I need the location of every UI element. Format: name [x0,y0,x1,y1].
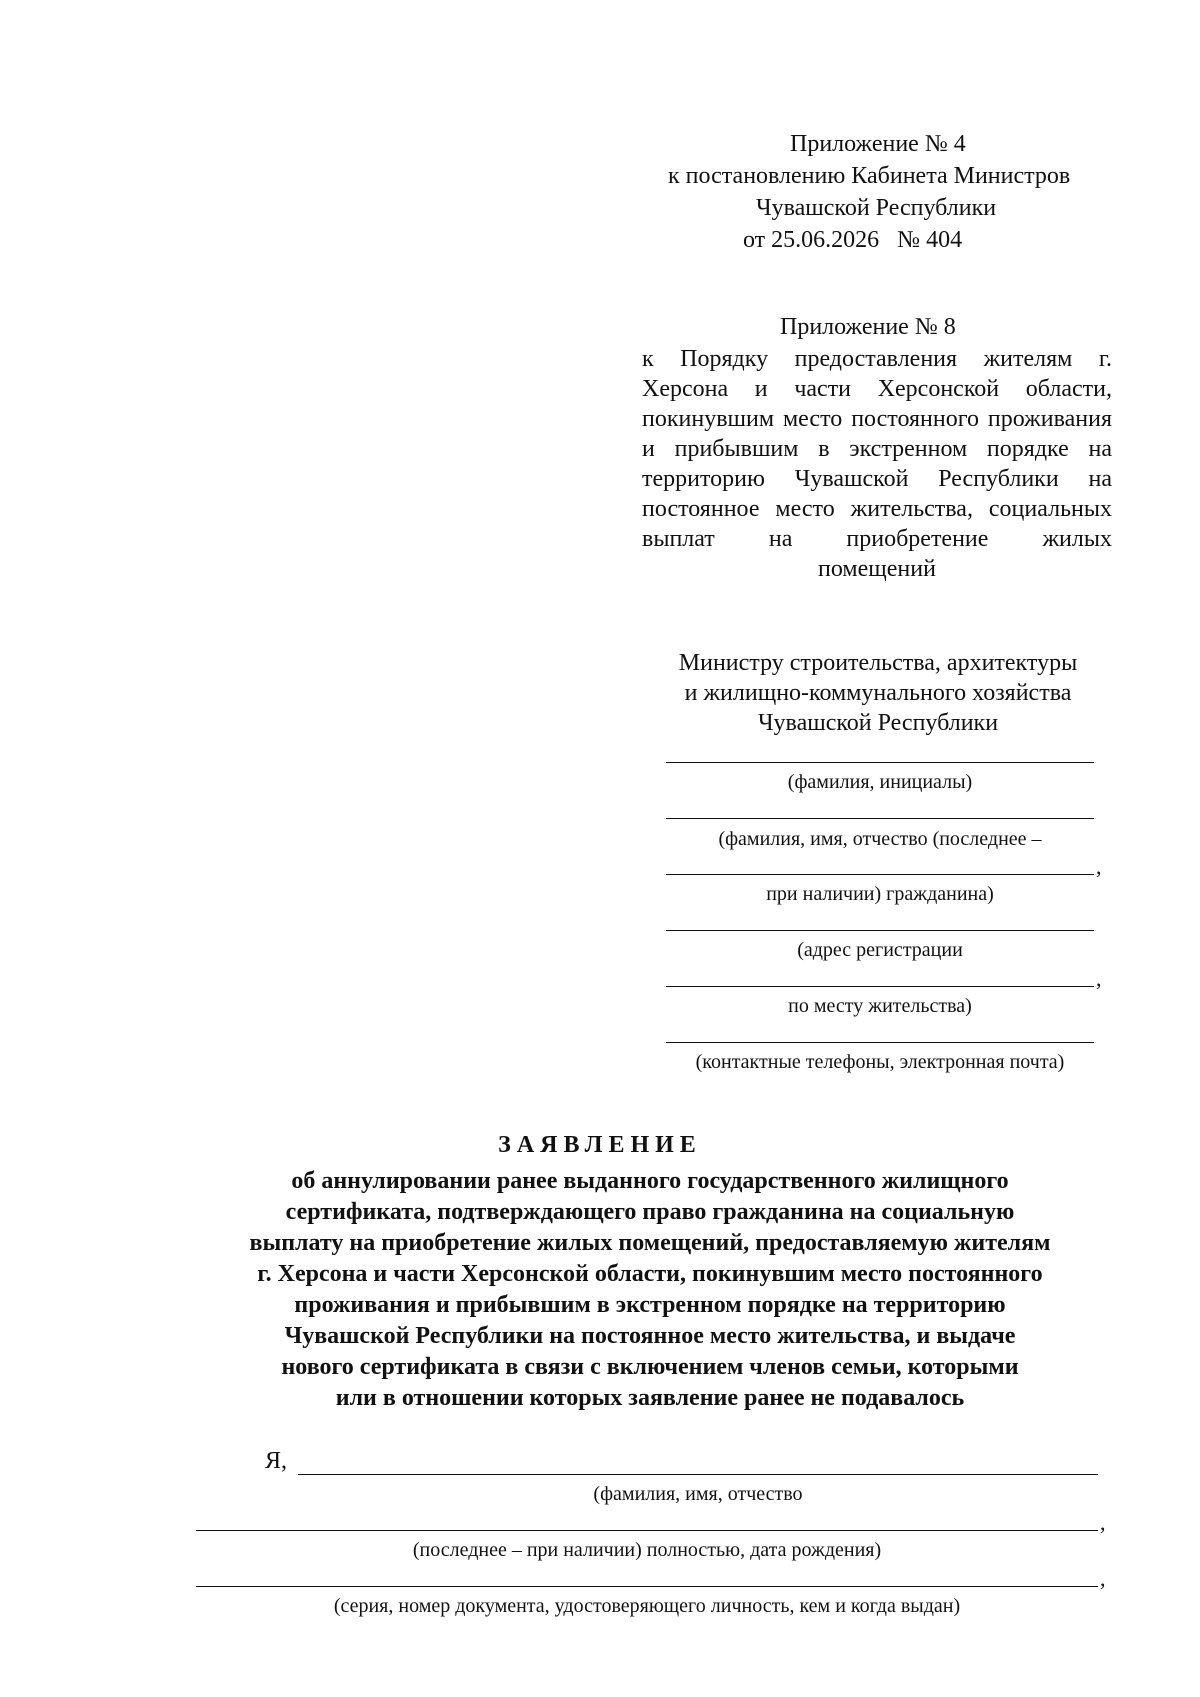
statement-heading: ЗАЯВЛЕНИЕ [498,1132,702,1158]
applicant-document-caption: (серия, номер документа, удостоверяющего личность, кем и когда выдан) [333,1595,961,1617]
subject-line: г. Херсона и части Херсонской области, покинувшим место постоянного [257,1261,1043,1287]
comma-mark: , [1100,1510,1106,1535]
applicant-document-input-line[interactable] [196,1586,1098,1587]
comma-mark: , [1096,854,1102,879]
addressee-line-2: и жилищно-коммунального хозяйства [684,680,1072,706]
applicant-birth-input-line[interactable] [196,1530,1098,1531]
statement-subject [200,1166,1100,1414]
appendix-4-header [600,128,1200,256]
appendix-4-republic: Чувашской Республики [756,195,997,221]
initials-caption: (фамилия, инициалы) [787,771,973,793]
subject-line: сертификата, подтверждающего право гражданина на социальную [285,1199,1015,1225]
subject-line: выплату на приобретение жилых помещений, предоставляемую жителям [249,1230,1051,1256]
fio-input-line-1[interactable] [666,818,1094,819]
subject-line: об аннулировании ранее выданного государственного жилищного [291,1168,1009,1194]
appendix-8-title-text: Приложение № 8 [780,314,956,340]
contacts-caption: (контактные телефоны, электронная почта) [695,1051,1065,1073]
appendix-4-resolution: к постановлению Кабинета Министров [668,163,1071,189]
subject-line: Чувашской Республики на постоянное место жительства, и выдаче [284,1323,1016,1349]
appendix-4-title: Приложение № 4 [790,131,966,157]
contacts-input-line[interactable] [666,1042,1094,1043]
initials-input-line[interactable] [666,762,1094,763]
addressee-line-1: Министру строительства, архитектуры [678,650,1078,676]
fio-caption-2: при наличии) гражданина) [766,883,994,905]
comma-mark: , [1096,966,1102,991]
applicant-i-label: Я, [265,1448,288,1474]
addressee-line-3: Чувашской Республики [757,710,999,736]
applicant-name-input-line[interactable] [298,1474,1098,1475]
address-input-line-2[interactable] [666,986,1094,987]
appendix-8-title [600,311,1200,343]
address-caption-2: по месту жительства) [788,995,972,1017]
subject-line: или в отношении которых заявление ранее не подавалось [335,1385,965,1411]
fio-input-line-2[interactable] [666,874,1094,875]
address-caption-1: (адрес регистрации [797,939,963,961]
appendix-8-last-line: помещений [818,556,936,582]
applicant-name-caption: (фамилия, имя, отчество [593,1483,803,1505]
appendix-8-body: к Порядку предоставления жителям г. Херсона и части Херсонской области, покинувшим место постоянного проживания и прибывшим в экстренном порядке на территорию Чувашской Республики на постоянное место жительства, социальных выплат на приобретение жилых [642,346,1112,552]
subject-line: проживания и прибывшим в экстренном порядке на территорию [294,1292,1006,1318]
address-input-line-1[interactable] [666,930,1094,931]
subject-line: нового сертификата в связи с включением членов семьи, которыми [281,1354,1019,1380]
fio-caption-1: (фамилия, имя, отчество (последнее – [718,828,1042,850]
addressee-block [658,648,1098,738]
comma-mark: , [1100,1566,1106,1591]
applicant-birth-caption: (последнее – при наличии) полностью, дата рождения) [412,1539,882,1561]
appendix-4-date-number: от 25.06.2026 № 404 [743,227,963,253]
